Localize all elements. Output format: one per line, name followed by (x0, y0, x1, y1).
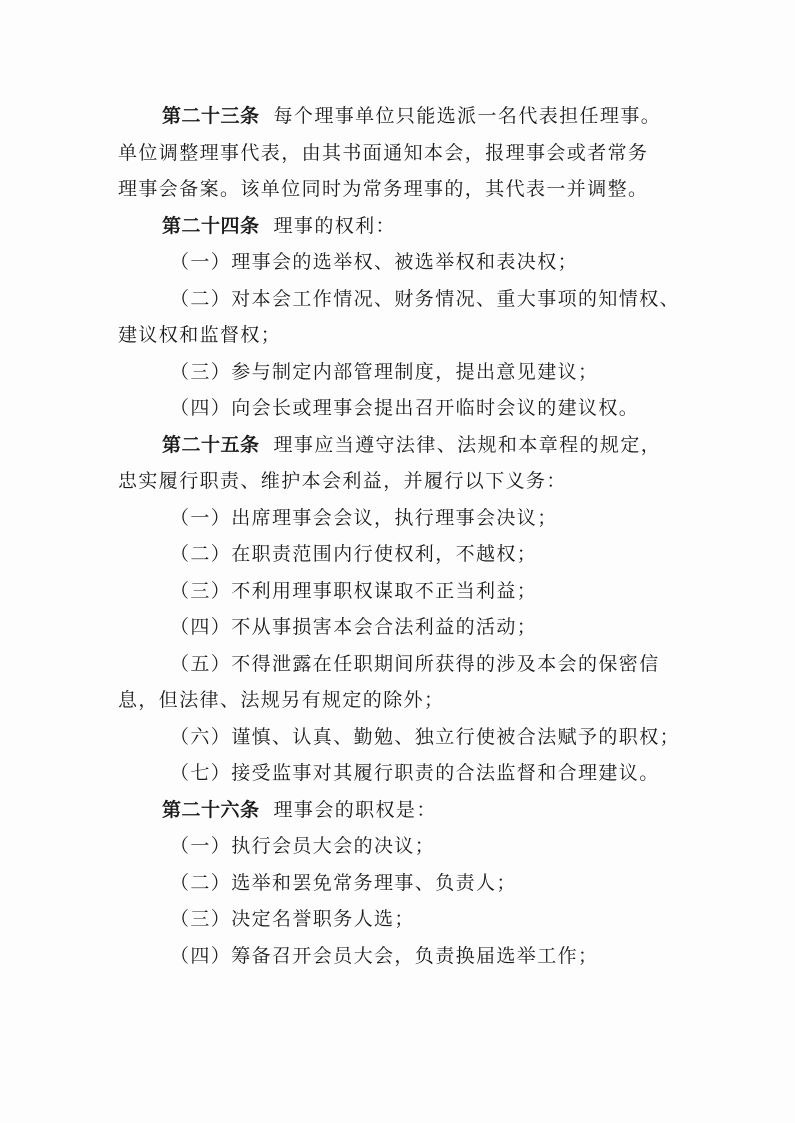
article-24-line-1: 第二十四条 理事的权利： (162, 214, 396, 237)
article-26-heading: 第二十六条 (162, 798, 260, 821)
document-body (118, 98, 688, 974)
article-23-line-3: 理事会备案。该单位同时为常务理事的，其代表一并调整。 (118, 178, 649, 200)
article-23-line-1: 第二十三条 每个理事单位只能选派一名代表担任理事。 (162, 105, 662, 127)
article-25-item-5-cont: 息，但法律、法规另有规定的除外； (118, 689, 445, 711)
article-24-item-4: （四）向会长或理事会提出召开临时会议的建议权。 (170, 397, 640, 419)
article-25-line-1: 第二十五条 理事应当遵守法律、法规和本章程的规定， (162, 433, 662, 456)
article-23-line-2: 单位调整理事代表，由其书面通知本会，报理事会或者常务 (118, 141, 649, 164)
article-25-line-2: 忠实履行职责、维护本会利益，并履行以下义务： (118, 470, 567, 492)
article-25-item-1: （一）出席理事会会议，执行理事会决议； (170, 506, 558, 529)
article-25-item-6: （六）谨慎、认真、勤勉、独立行使被合法赋予的职权； (170, 725, 681, 748)
article-25-item-5: （五）不得泄露在任职期间所获得的涉及本会的保密信 (170, 652, 660, 675)
article-24-heading: 第二十四条 (162, 214, 260, 237)
article-24-item-3: （三）参与制定内部管理制度，提出意见建议； (170, 360, 599, 383)
article-25-item-2: （二）在职责范围内行使权利，不越权； (170, 543, 538, 565)
article-26-item-1: （一）执行会员大会的决议； (170, 835, 436, 857)
article-25-item-7: （七）接受监事对其履行职责的合法监督和合理建议。 (170, 762, 660, 784)
article-25-item-3: （三）不利用理事职权谋取不正当利益； (170, 579, 538, 602)
article-23-heading: 第二十三条 (162, 105, 260, 127)
article-24-item-1: （一）理事会的选举权、被选举权和表决权； (170, 251, 579, 273)
article-26-item-3: （三）决定名誉职务人选； (170, 908, 415, 930)
article-24-item-2: （二）对本会工作情况、财务情况、重大事项的知情权、 (170, 287, 681, 310)
article-26-item-4: （四）筹备召开会员大会，负责换届选举工作； (170, 944, 599, 967)
article-24-item-2-cont: 建议权和监督权； (118, 324, 282, 346)
article-26-item-2: （二）选举和罢免常务理事、负责人； (170, 871, 517, 894)
article-26-line-1: 第二十六条 理事会的职权是： (162, 798, 437, 821)
article-25-heading: 第二十五条 (162, 433, 260, 456)
article-25-item-4: （四）不从事损害本会合法利益的活动； (170, 616, 538, 638)
